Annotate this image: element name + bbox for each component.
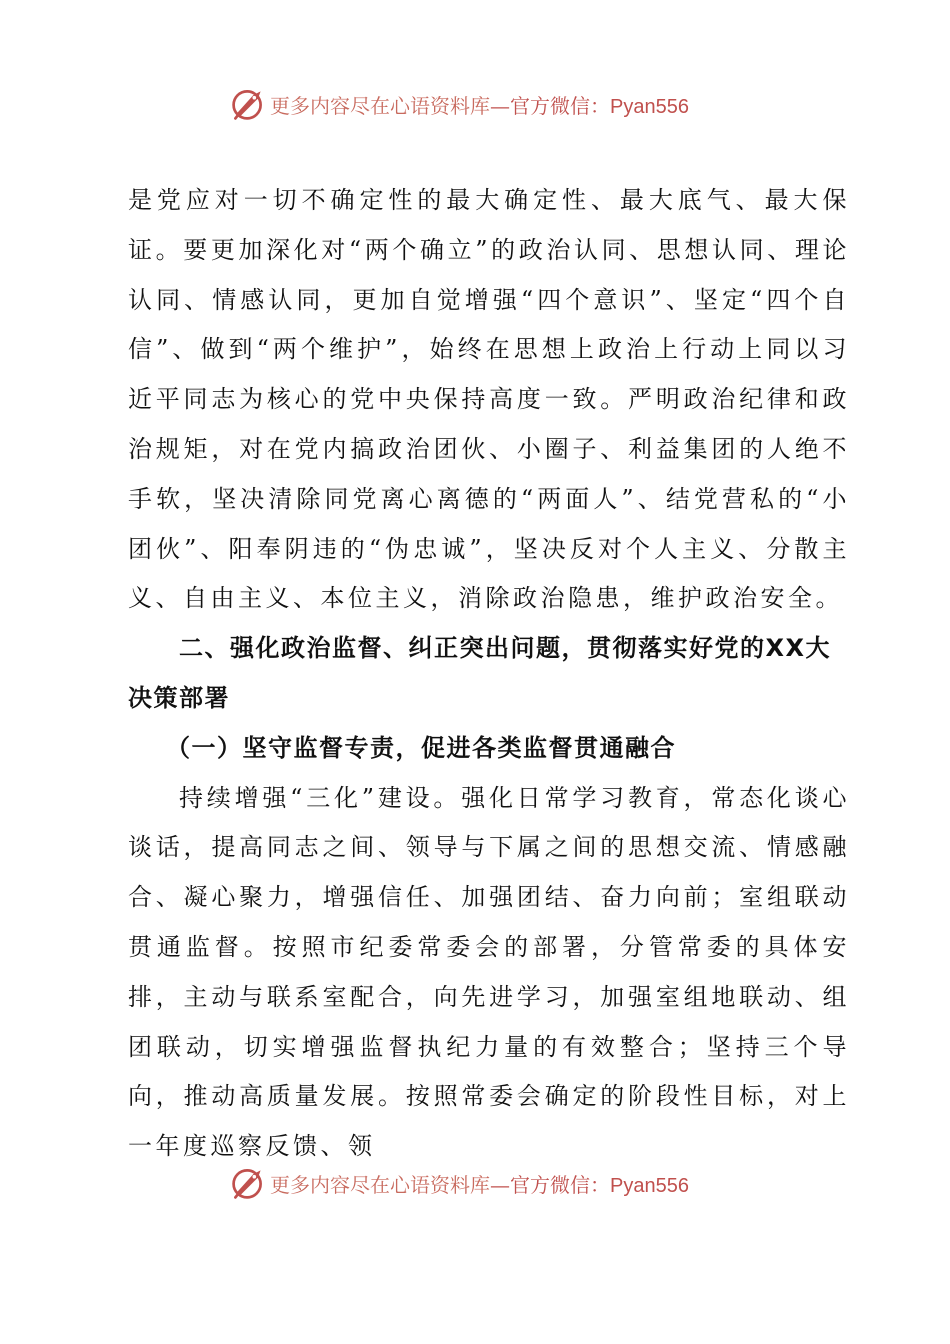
watermark-wechat-id: Pyan556: [610, 1174, 689, 1197]
watermark-brand: 更多内容尽在心语资料库: [270, 93, 490, 118]
watermark-wechat-id: Pyan556: [610, 95, 689, 118]
paragraph-three-modernizations: 持续增强“三化”建设。强化日常学习教育，常态化谈心谈话，提高同志之间、领导与下属之间的思想交流、情感融合、凝心聚力，增强信任、加强团结、奋力向前；室组联动贯通监督。按照市纪委常委会的部署，分管常委的具体安排，主动与联系室配合，向先进学习，加强室组地联动、组团联动，切实增强监督执纪力量的有效整合；坚持三个导向，推动高质量发展。按照常委会确定的阶段性目标，对上一年度巡察反馈、领: [128, 783, 850, 1161]
watermark-footer: [230, 1161, 689, 1205]
watermark-wechat-label: 官方微信：: [510, 1172, 610, 1197]
paragraph-political-loyalty: 是党应对一切不确定性的最大确定性、最大底气、最大保证。要更加深化对“两个确立”的政治认同、思想认同、理论认同、情感认同，更加自觉增强“四个意识”、坚定“四个自信”、做到“两个维护”，始终在思想上政治上行动上同以习近平同志为核心的党中央保持高度一致。严明政治纪律和政治规矩，对在党内搞政治团伙、小圈子、利益集团的人绝不手软，坚决清除同党离心离德的“两面人”、结党营私的“小团伙”、阳奉阴违的“伪忠诚”，坚决反对个人主义、分散主义、自由主义、本位主义，消除政治隐患，维护政治安全。: [128, 186, 850, 613]
watermark-separator: —: [490, 93, 510, 118]
subsection-heading-1: （一）坚守监督专责，促进各类监督贯通融合: [166, 733, 676, 762]
document-body: [128, 176, 850, 1172]
watermark-separator: —: [490, 1172, 510, 1197]
pen-nib-logo-icon: [230, 1165, 266, 1201]
watermark-header: [230, 82, 689, 126]
section-heading-2: 二、强化政治监督、纠正突出问题，贯彻落实好党的XX大决策部署: [128, 634, 832, 712]
pen-nib-logo-icon: [230, 86, 266, 122]
watermark-wechat-label: 官方微信：: [510, 93, 610, 118]
watermark-text: [270, 1169, 689, 1198]
watermark-brand: 更多内容尽在心语资料库: [270, 1172, 490, 1197]
watermark-text: [270, 90, 689, 119]
